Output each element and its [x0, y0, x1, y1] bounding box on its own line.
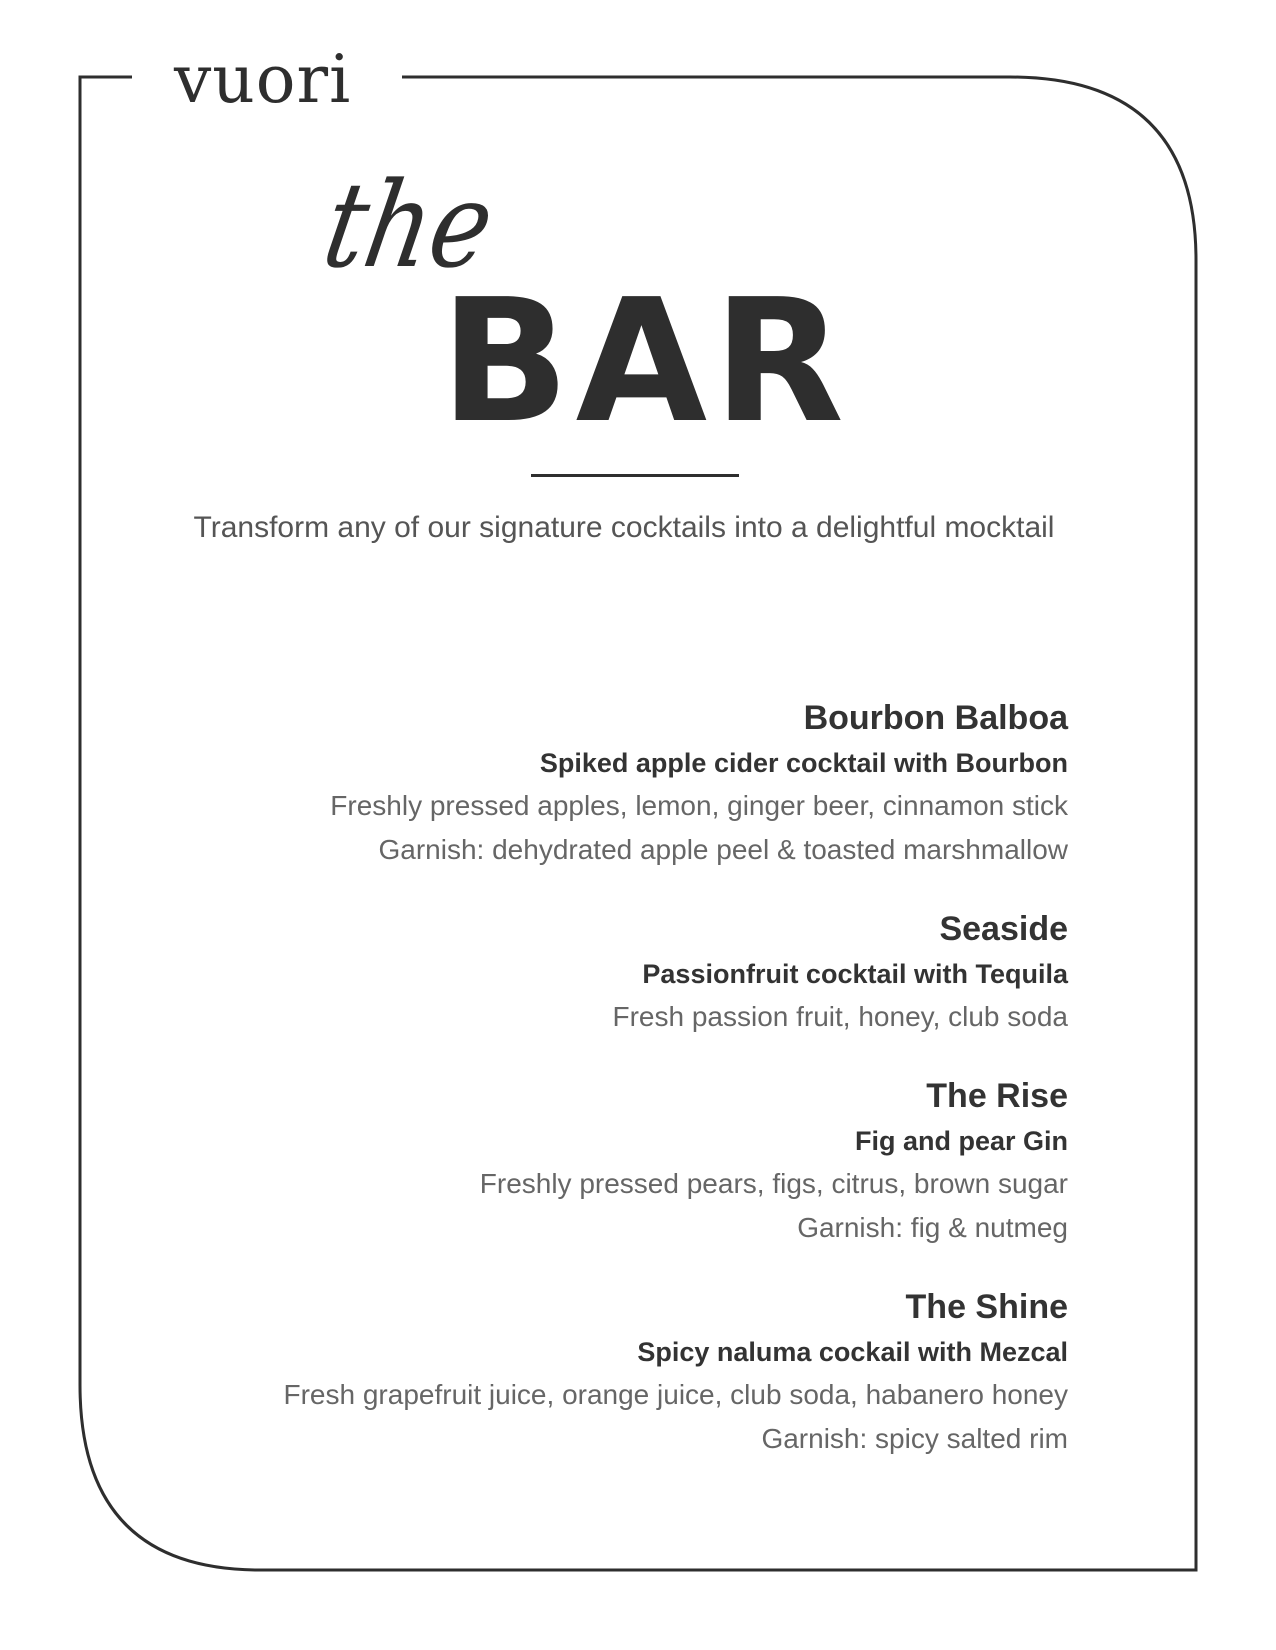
brand-logo: vuori: [174, 41, 352, 118]
menu-item-bourbon-balboa: [168, 694, 1068, 872]
menu-item-name: The Shine: [905, 1288, 1068, 1326]
menu-item-ingredients: Freshly pressed pears, figs, citrus, brown sugar: [479, 1168, 1068, 1199]
menu-item-the-shine: [168, 1283, 1068, 1461]
menu-item-garnish: Garnish: spicy salted rim: [761, 1423, 1068, 1454]
page-title: BAR: [440, 263, 851, 461]
menu-item-subtitle: Spiked apple cider cocktail with Bourbon: [539, 748, 1068, 778]
title-divider: [531, 474, 739, 477]
menu-item-name: Bourbon Balboa: [803, 699, 1068, 737]
menu-item-ingredients: Fresh passion fruit, honey, club soda: [612, 1001, 1068, 1032]
menu-item-ingredients: Fresh grapefruit juice, orange juice, club soda, habanero honey: [283, 1379, 1068, 1410]
menu-item-name: Seaside: [939, 910, 1068, 948]
menu-item-subtitle: Passionfruit cocktail with Tequila: [642, 959, 1068, 989]
title-script: the: [314, 156, 504, 294]
tagline: Transform any of our signature cocktails into a delightful mocktail: [193, 511, 1055, 544]
cocktail-menu: [168, 694, 1068, 1494]
menu-item-garnish: Garnish: dehydrated apple peel & toasted marshmallow: [378, 834, 1068, 865]
menu-item-the-rise: [168, 1072, 1068, 1250]
menu-item-subtitle: Spicy naluma cockail with Mezcal: [637, 1337, 1068, 1367]
menu-item-subtitle: Fig and pear Gin: [854, 1126, 1068, 1156]
menu-item-ingredients: Freshly pressed apples, lemon, ginger beer, cinnamon stick: [330, 790, 1068, 821]
menu-item-name: The Rise: [926, 1077, 1068, 1115]
menu-item-garnish: Garnish: fig & nutmeg: [797, 1212, 1068, 1243]
menu-item-seaside: [168, 905, 1068, 1039]
